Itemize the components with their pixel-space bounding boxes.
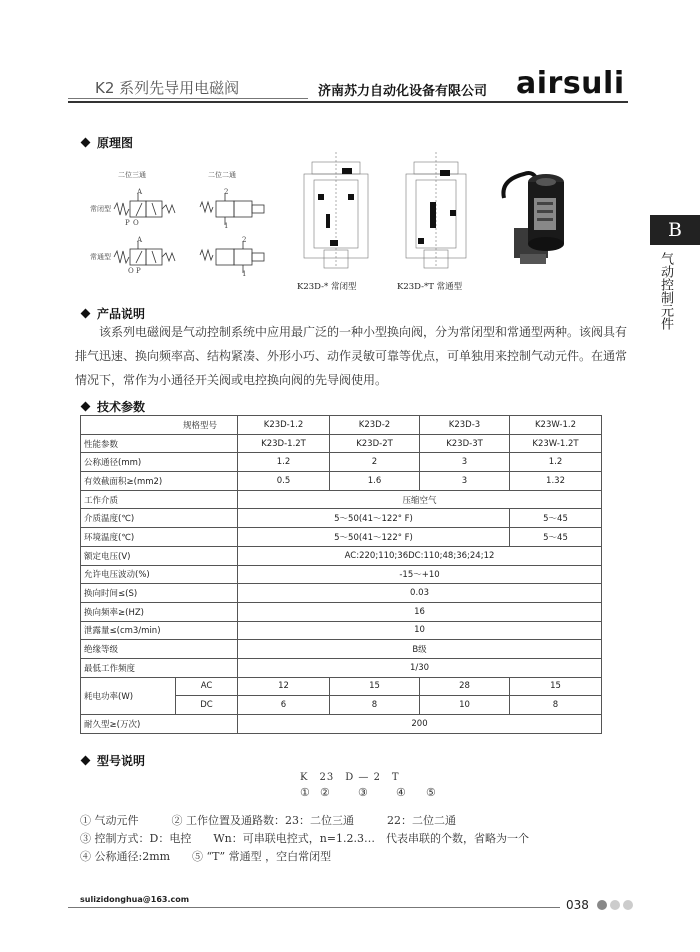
row-label: 泄露量≤(cm3/min) bbox=[81, 621, 238, 640]
table-row bbox=[81, 472, 602, 491]
code-number: ④ bbox=[396, 786, 406, 799]
port-1-no: 1 bbox=[242, 270, 247, 278]
row-label: 工作介质 bbox=[81, 490, 238, 509]
section-specs-title: 技术参数 bbox=[82, 398, 145, 415]
chapter-tab-label: 气动控制元件 bbox=[658, 252, 673, 330]
table-cell: 1/30 bbox=[238, 658, 602, 677]
caption-normally-closed: K23D-* 常闭型 bbox=[297, 282, 357, 292]
label-normally-closed: 常闭型 bbox=[90, 205, 111, 213]
product-description: 该系列电磁阀是气动控制系统中应用最广泛的一种小型换向阀，分为常闭型和常通型两种。该阀具有排气迅速、换向频率高、结构紧凑、外形小巧、动作灵敏可靠等优点，可单独用来控制气动元件。在通常情况下，常作为小通径开关阀或电控换向阀的先导阀使用。 bbox=[75, 325, 628, 387]
table-cell: K23D-1.2T bbox=[238, 434, 330, 453]
diamond-bullet-icon bbox=[81, 138, 91, 148]
header-rule-thin bbox=[68, 98, 308, 99]
port-a-nc: A bbox=[137, 188, 143, 196]
table-cell: 1.32 bbox=[510, 472, 602, 491]
table-cell: K23W-1.2T bbox=[510, 434, 602, 453]
table-cell: AC bbox=[176, 677, 238, 696]
port-2-no: 2 bbox=[242, 236, 247, 244]
header-rule bbox=[68, 101, 628, 103]
table-cell: 3 bbox=[420, 472, 510, 491]
row-label: 耐久型≥(万次) bbox=[81, 715, 238, 734]
table-cell: 0.03 bbox=[238, 584, 602, 603]
table-cell: 10 bbox=[420, 696, 510, 715]
table-cell: K23D-1.2 bbox=[238, 416, 330, 435]
company-name: 济南苏力自动化设备有限公司 bbox=[318, 84, 488, 99]
table-row bbox=[81, 509, 602, 528]
table-cell: 2 bbox=[330, 453, 420, 472]
port-o-nc: O bbox=[133, 219, 139, 227]
table-cell: 5～45 bbox=[510, 528, 602, 547]
row-label: 换向时间≤(S) bbox=[81, 584, 238, 603]
table-cell: -15～+10 bbox=[238, 565, 602, 584]
solenoid-valve-photo bbox=[494, 168, 580, 268]
table-row bbox=[81, 416, 602, 435]
table-cell: 12 bbox=[238, 677, 330, 696]
table-row bbox=[81, 453, 602, 472]
port-a-no: A bbox=[137, 236, 143, 244]
valve-schematic-diagram bbox=[112, 183, 280, 275]
table-cell: 1.2 bbox=[238, 453, 330, 472]
table-cell: 8 bbox=[330, 696, 420, 715]
chapter-tab: B bbox=[650, 215, 700, 245]
table-row bbox=[81, 528, 602, 547]
table-cell: 1.2 bbox=[510, 453, 602, 472]
label-two-way: 二位二通 bbox=[208, 171, 236, 179]
code-number: ⑤ bbox=[426, 786, 436, 799]
table-cell: 5～50(41～122° F) bbox=[238, 528, 510, 547]
table-row bbox=[81, 490, 602, 509]
row-label: 额定电压(V) bbox=[81, 546, 238, 565]
corner-header-model: 规格型号 bbox=[81, 416, 238, 435]
row-label: 环境温度(℃) bbox=[81, 528, 238, 547]
table-cell: 8 bbox=[510, 696, 602, 715]
spec-table bbox=[80, 415, 602, 734]
table-cell: 5～45 bbox=[510, 509, 602, 528]
footer-rule bbox=[68, 907, 560, 908]
table-cell: 3 bbox=[420, 453, 510, 472]
row-label: 介质温度(℃) bbox=[81, 509, 238, 528]
diamond-bullet-icon bbox=[81, 402, 91, 412]
table-cell: 6 bbox=[238, 696, 330, 715]
table-row bbox=[81, 565, 602, 584]
table-cell: K23D-3T bbox=[420, 434, 510, 453]
row-label: 耗电功率(W) bbox=[81, 677, 176, 714]
table-row bbox=[81, 715, 602, 734]
port-p-no: P bbox=[136, 267, 141, 275]
model-code-numbers bbox=[300, 786, 436, 799]
page-dot-icon bbox=[597, 900, 607, 910]
table-cell: 28 bbox=[420, 677, 510, 696]
table-row bbox=[81, 602, 602, 621]
table-cell: B级 bbox=[238, 640, 602, 659]
code-number: ② bbox=[320, 786, 330, 799]
row-label: 公称通径(mm) bbox=[81, 453, 238, 472]
table-cell: K23W-1.2 bbox=[510, 416, 602, 435]
valve-section-drawings bbox=[300, 150, 475, 278]
table-cell: K23D-2 bbox=[330, 416, 420, 435]
section-model-title: 型号说明 bbox=[82, 752, 145, 769]
brand-logo: airsuli bbox=[516, 66, 625, 101]
table-row bbox=[81, 677, 602, 696]
table-row bbox=[81, 584, 602, 603]
table-row bbox=[81, 434, 602, 453]
caption-normally-open: K23D-*T 常通型 bbox=[397, 282, 463, 292]
series-title: K2 系列先导用电磁阀 bbox=[95, 79, 240, 97]
diamond-bullet-icon bbox=[81, 309, 91, 319]
table-cell: K23D-3 bbox=[420, 416, 510, 435]
row-label: 换向频率≥(HZ) bbox=[81, 602, 238, 621]
footer-email: sulizidonghua@163.com bbox=[80, 895, 190, 904]
page-number: 038 bbox=[566, 898, 589, 912]
model-note: ① 气动元件 ② 工作位置及通路数：23：二位三通 22：二位二通 bbox=[80, 814, 456, 827]
table-cell: 压缩空气 bbox=[238, 490, 602, 509]
corner-header-param: 性能参数 bbox=[81, 434, 238, 453]
label-three-way: 二位三通 bbox=[118, 171, 146, 179]
label-normally-open: 常通型 bbox=[90, 253, 111, 261]
section-principle-title: 原理图 bbox=[82, 134, 133, 151]
table-cell: 0.5 bbox=[238, 472, 330, 491]
code-number: ③ bbox=[358, 786, 368, 799]
table-cell: 10 bbox=[238, 621, 602, 640]
table-cell: 15 bbox=[330, 677, 420, 696]
model-code: K 23 D — 2 T bbox=[300, 772, 400, 783]
code-number: ① bbox=[300, 786, 310, 799]
page-dot-icon bbox=[610, 900, 620, 910]
table-cell: 200 bbox=[238, 715, 602, 734]
table-row bbox=[81, 621, 602, 640]
port-2-nc: 2 bbox=[224, 188, 229, 196]
table-cell: K23D-2T bbox=[330, 434, 420, 453]
table-row bbox=[81, 546, 602, 565]
row-label: 允许电压波动(%) bbox=[81, 565, 238, 584]
table-row bbox=[81, 640, 602, 659]
row-label: 有效截面积≥(mm2) bbox=[81, 472, 238, 491]
table-cell: AC:220;110;36DC:110;48;36;24;12 bbox=[238, 546, 602, 565]
table-cell: 16 bbox=[238, 602, 602, 621]
diamond-bullet-icon bbox=[81, 756, 91, 766]
model-note: ④ 公称通径:2mm ⑤ “T” 常通型 ，空白常闭型 bbox=[80, 850, 332, 863]
port-p-nc: P bbox=[125, 219, 130, 227]
row-label: 绝缘等级 bbox=[81, 640, 238, 659]
table-cell: 1.6 bbox=[330, 472, 420, 491]
port-1-nc: 1 bbox=[224, 222, 229, 230]
table-cell: 5～50(41～122° F) bbox=[238, 509, 510, 528]
port-o-no: O bbox=[128, 267, 134, 275]
table-row bbox=[81, 658, 602, 677]
table-cell: 15 bbox=[510, 677, 602, 696]
model-note: ③ 控制方式：D：电控 Wn：可串联电控式，n=1.2.3… 代表串联的个数，省略为一个 bbox=[80, 832, 529, 845]
section-description-title: 产品说明 bbox=[82, 305, 145, 322]
table-cell: DC bbox=[176, 696, 238, 715]
page-dot-icon bbox=[623, 900, 633, 910]
row-label: 最低工作频度 bbox=[81, 658, 238, 677]
